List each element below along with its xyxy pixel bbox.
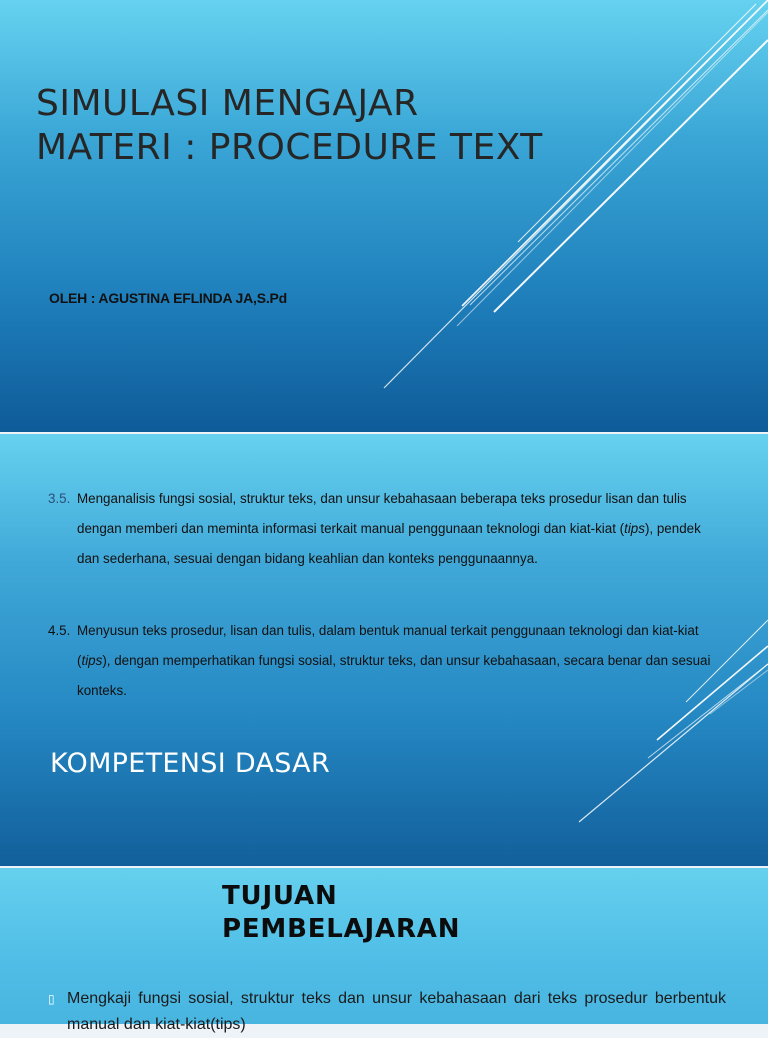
list-item xyxy=(48,616,714,706)
tujuan-pembelajaran-slide[interactable] xyxy=(0,868,768,1033)
list-number: 3.5. xyxy=(48,491,71,506)
list-item xyxy=(48,986,726,1038)
kompetensi-dasar-slide[interactable] xyxy=(0,434,768,866)
decorative-lines xyxy=(0,0,768,432)
title-line-1: SIMULASI MENGAJAR xyxy=(36,83,419,124)
kompetensi-list xyxy=(48,484,714,706)
author-subtitle: OLEH : AGUSTINA EFLINDA JA,S.Pd xyxy=(49,290,288,306)
list-text: Menyusun teks prosedur, lisan dan tulis, dalam bentuk manual terkait penggunaan teknologi dan kiat-kiat (tips), dengan memperhatikan fungsi sosial, struktur teks, dan unsur kebahasaan, secara benar dan sesuai konteks. xyxy=(77,623,711,698)
deco-line xyxy=(494,40,768,312)
list-text: Menganalisis fungsi sosial, struktur teks, dan unsur kebahasaan beberapa teks prosedur lisan dan tulis dengan memberi dan meminta informasi terkait manual penggunaan teknologi dan kiat-kiat (tips), pendek dan sederhana, sesuai dengan bidang keahlian dan konteks penggunaannya. xyxy=(77,491,701,566)
list-text: Mengkaji fungsi sosial, struktur teks dan unsur kebahasaan dari teks prosedur berbentuk manual dan kiat-kiat(tips) xyxy=(67,990,726,1033)
title-line-2: PEMBELAJARAN xyxy=(222,914,461,944)
tujuan-list xyxy=(48,986,726,1038)
presentation-title xyxy=(36,82,543,170)
list-number: 4.5. xyxy=(48,623,71,638)
bullet-icon: ▯ xyxy=(48,992,55,1006)
title-slide[interactable] xyxy=(0,0,768,432)
title-line-2: MATERI : PROCEDURE TEXT xyxy=(36,127,543,168)
title-line-1: TUJUAN xyxy=(222,881,338,911)
deco-line xyxy=(384,0,768,388)
slide-title xyxy=(222,880,460,946)
list-item xyxy=(48,484,714,574)
deco-line xyxy=(518,4,756,242)
slide-title: KOMPETENSI DASAR xyxy=(50,748,331,779)
deco-line xyxy=(710,670,768,714)
